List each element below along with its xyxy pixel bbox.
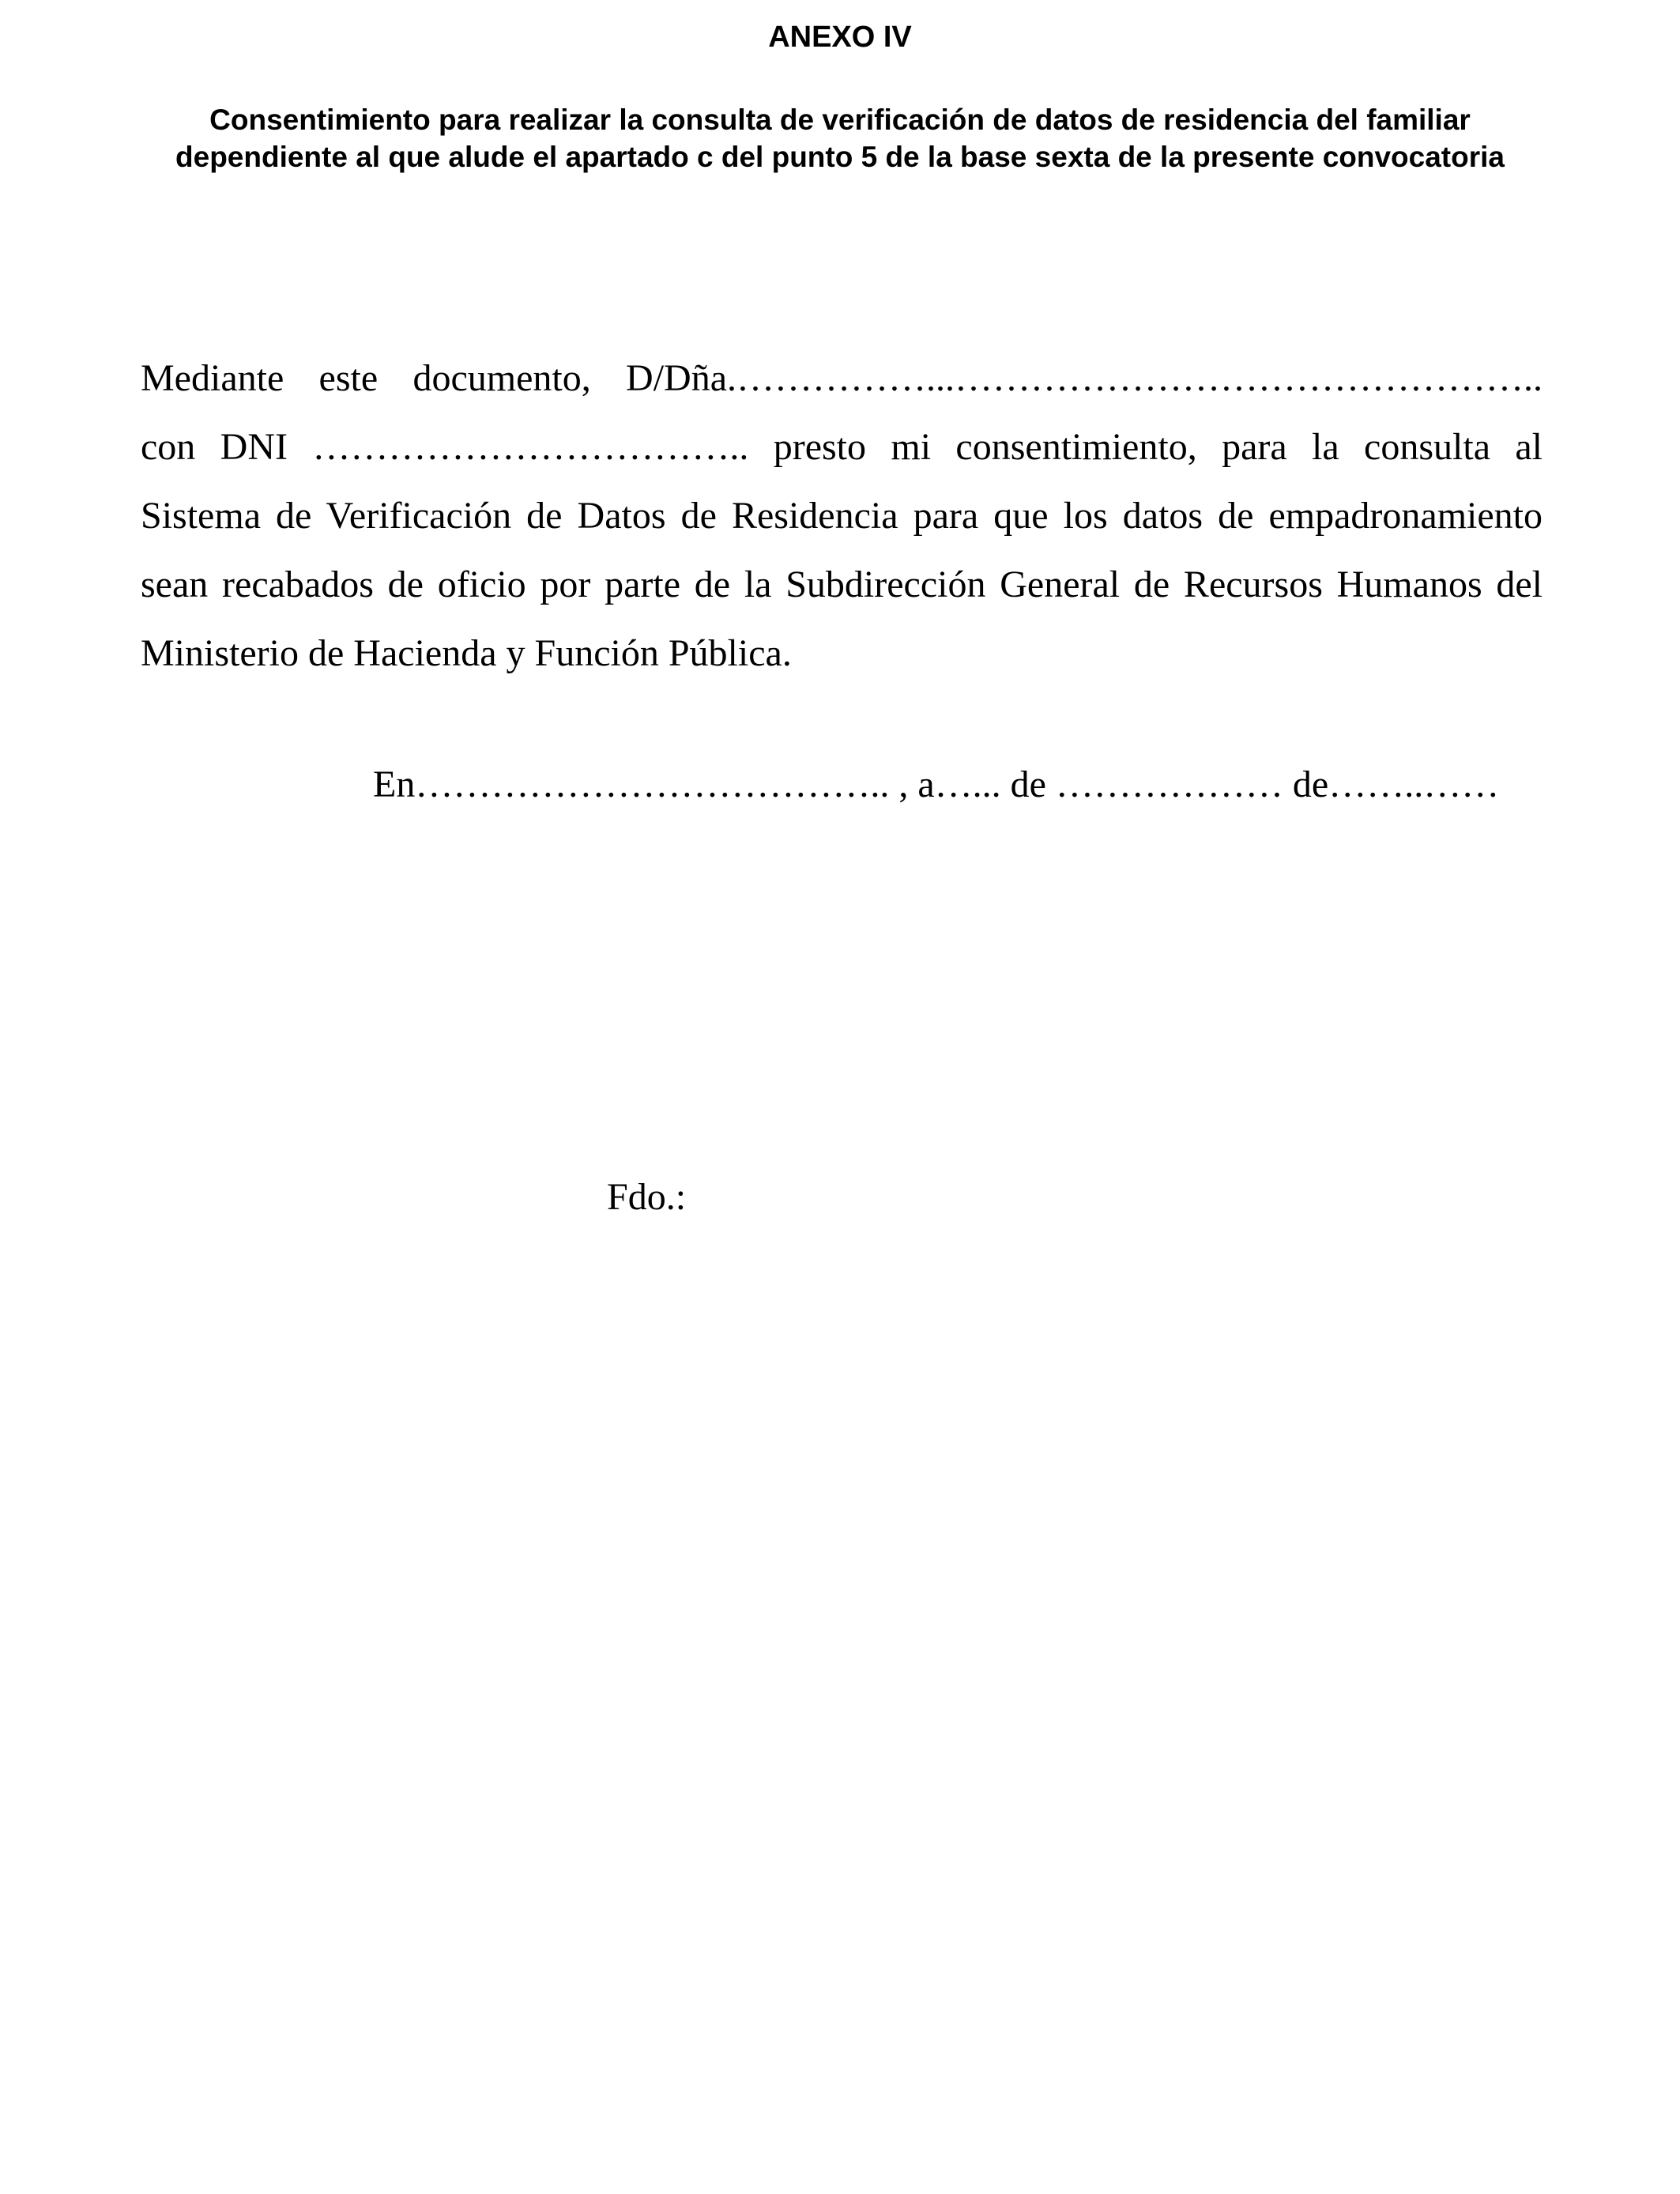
paragraph-line-2: con DNI …………………………….. presto mi consentimiento, para la consulta al <box>141 426 1543 468</box>
annex-title: ANEXO IV <box>768 21 912 54</box>
document-subtitle: Consentimiento para realizar la consulta de verificación de datos de residencia del familiar dependiente al que alude el apartado c del punto 5 de la base sexta de la presente convocatoria <box>175 104 1505 173</box>
place-date-line: En……………………………….. , a…... de ……………… de……..…… <box>373 763 1500 805</box>
consent-paragraph <box>141 344 1543 688</box>
paragraph-line-1: Mediante este documento, D/Dña.……………...……………………………………….. <box>141 357 1543 399</box>
paragraph-line-4: sean recabados de oficio por parte de la Subdirección General de Recursos Humanos del <box>141 564 1543 605</box>
signature-label: Fdo.: <box>607 1176 687 1218</box>
paragraph-line-3: Sistema de Verificación de Datos de Residencia para que los datos de empadronamiento <box>141 495 1543 537</box>
paragraph-line-5: Ministerio de Hacienda y Función Pública. <box>141 632 792 674</box>
